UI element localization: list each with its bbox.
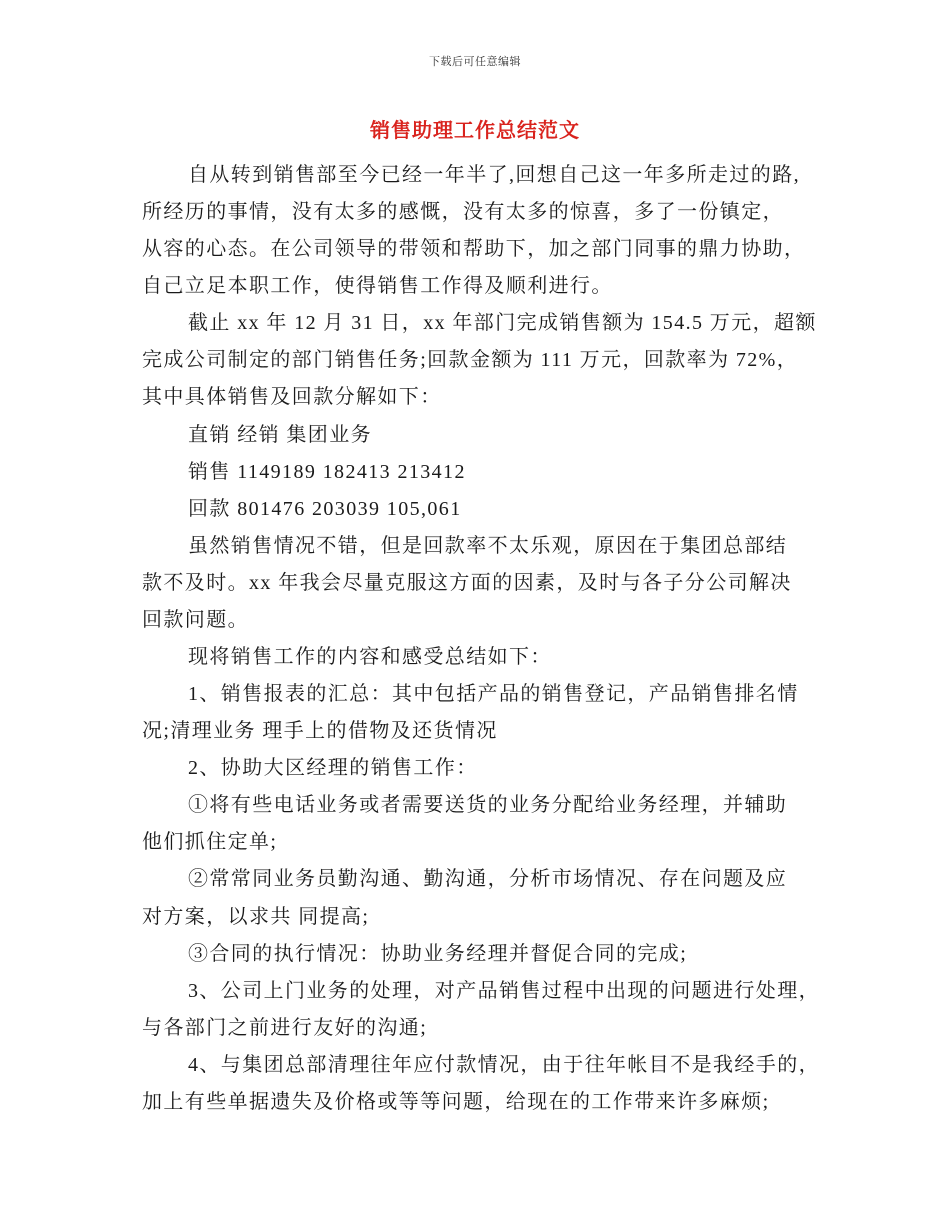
body-line: 从容的心态。在公司领导的带领和帮助下，加之部门同事的鼎力协助， — [142, 238, 806, 261]
body-line: 截止 xx 年 12 月 31 日，xx 年部门完成销售额为 154.5 万元，超额 — [188, 312, 817, 335]
sales-table-header-line: 直销 经销 集团业务 — [188, 423, 372, 446]
body-line: 回款问题。 — [142, 608, 249, 631]
body-line: 所经历的事情，没有太多的感慨，没有太多的惊喜，多了一份镇定， — [142, 201, 784, 224]
sub-list-item-line: 对方案，以求共 同提高; — [142, 905, 370, 928]
sales-table-row-sales: 销售 1149189 182413 213412 — [188, 460, 466, 483]
list-item-line: 加上有些单据遗失及价格或等等问题，给现在的工作带来许多麻烦; — [142, 1090, 770, 1113]
sub-list-item-line: ②常常同业务员勤沟通、勤沟通，分析市场情况、存在问题及应 — [188, 868, 788, 891]
list-item-line: 况;清理业务 理手上的借物及还货情况 — [142, 720, 498, 743]
page-header: 下载后可任意编辑 — [429, 56, 521, 68]
list-item-line: 2、协助大区经理的销售工作： — [188, 757, 478, 780]
body-line: 虽然销售情况不错，但是回款率不太乐观，原因在于集团总部结 — [188, 534, 788, 557]
list-item-line: 4、与集团总部清理往年应付款情况，由于往年帐目不是我经手的， — [188, 1053, 820, 1076]
list-item-line: 3、公司上门业务的处理，对产品销售过程中出现的问题进行处理， — [188, 979, 820, 1002]
sub-list-item-line: ③合同的执行情况：协助业务经理并督促合同的完成; — [188, 942, 688, 965]
body-line: 自己立足本职工作，使得销售工作得及顺利进行。 — [142, 275, 613, 298]
document-title: 销售助理工作总结范文 — [370, 120, 580, 142]
list-item-line: 1、销售报表的汇总：其中包括产品的销售登记，产品销售排名情 — [188, 683, 799, 706]
sub-list-item-line: 他们抓住定单; — [142, 831, 278, 854]
sub-list-item-line: ①将有些电话业务或者需要送货的业务分配给业务经理，并辅助 — [188, 794, 788, 817]
body-line: 现将销售工作的内容和感受总结如下： — [188, 646, 552, 669]
body-line: 其中具体销售及回款分解如下： — [142, 386, 442, 409]
list-item-line: 与各部门之前进行友好的沟通; — [142, 1016, 428, 1039]
document-body — [142, 157, 842, 1121]
body-line: 自从转到销售部至今已经一年半了,回想自己这一年多所走过的路, — [188, 164, 800, 186]
sales-table-row-payback: 回款 801476 203039 105,061 — [188, 497, 462, 520]
body-line: 款不及时。xx 年我会尽量克服这方面的因素，及时与各子分公司解决 — [142, 571, 792, 594]
body-line: 完成公司制定的部门销售任务;回款金额为 111 万元，回款率为 72%， — [142, 349, 799, 372]
